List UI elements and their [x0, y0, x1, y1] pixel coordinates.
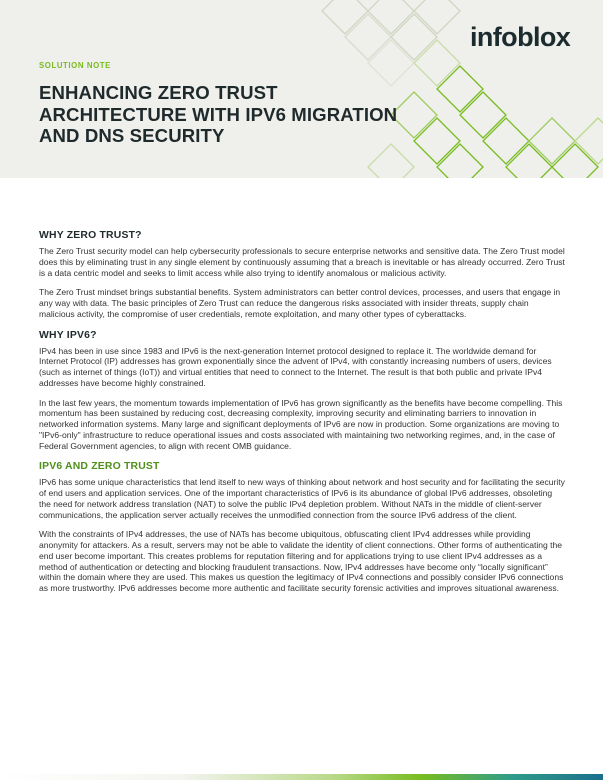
paragraph: The Zero Trust security model can help cybersecurity professionals to secure enterprise networks and sensitive data. The Zero Trust model does this by eliminating trust in any single element by continuously assuming that a breach is inevitable or has already occurred. Zero Trust is a data centric model and seeks to limit access while also trying to identify anomalous or malicious activity. — [39, 246, 565, 278]
paragraph: IPv6 has some unique characteristics that lend itself to new ways of thinking about network and host security and for facilitating the security of end users and application services. One of the important characteristics of IPv6 is its abundance of global IPv6 addresses, obsoleting the need for network address translation (NAT) to solve the public IPv4 depletion problem. Without NATs in the middle of client-server communications, the application server actually receives the unmodified connection from the source IPv6 address of the client. — [39, 477, 565, 520]
section-heading: WHY IPV6? — [39, 329, 97, 341]
paragraph: In the last few years, the momentum towards implementation of IPv6 has grown significantly as the benefits have become compelling. This momentum has been sustained by reducing cost, decreasing complexity, improving security and eliminating barriers to innovation in networked information systems. Many large and significant deployments of IPv6 are now in production. Some organizations are moving to "IPv6-only" infrastructure to reduce operational issues and costs associated with maintaining two networking regimes, and, in the case of Federal Government agencies, to align with recent OMB guidance. — [39, 397, 563, 451]
header-banner — [0, 0, 603, 178]
footer-gradient-bar — [0, 774, 603, 780]
section-heading: WHY ZERO TRUST? — [39, 230, 142, 241]
paragraph: With the constraints of IPv4 addresses, the use of NATs has become ubiquitous, obfuscating client IPv4 addresses while providing anonymity for attackers. As a result, servers may not be able to validate the identity of client connections. Other forms of authenticating the end user become important. This creates problems for reputation filtering and for applications trying to use client IPv4 addresses as a method of authentication or detecting and blocking fraudulent transactions. Now, IPv4 addresses have become only “locally significant” within the domain where they are used. This makes us question the legitimacy of IPv4 connections and possibly consider IPv6 connections as more trustworthy. IPv6 addresses become more authentic and facilitate security forensic activities and improves situational awareness. — [39, 529, 564, 593]
paragraph: The Zero Trust mindset brings substantial benefits. System administrators can better control devices, processes, and users that engage in any way with data. The basic principles of Zero Trust can reduce the dangerous risks associated with insider threats, supply chain malicious activity, the compromise of user credentials, remote exploitation, and many other types of cyberattacks. — [39, 287, 561, 319]
section-ipv6-and-zero-trust — [39, 461, 566, 594]
paragraph: IPv4 has been in use since 1983 and IPv6 is the next-generation Internet protocol designed to replace it. The worldwide demand for Internet Protocol (IP) addresses has grown exponentially since the advent of IPv4, with constantly increasing numbers of users, devices (such as internet of things (IoT)) and virtual entities that need to connect to the Internet. The result is that both public and private IPv4 addresses have become highly constrained. — [39, 345, 552, 388]
page-title: ENHANCING ZERO TRUST ARCHITECTURE WITH IPV6 MIGRATION AND DNS SECURITY — [39, 82, 398, 146]
section-why-ipv6 — [39, 330, 566, 452]
infoblox-logo: infoblox — [470, 22, 571, 52]
document-body — [39, 230, 566, 604]
document-type-label: SOLUTION NOTE — [39, 61, 111, 70]
section-why-zero-trust — [39, 230, 566, 320]
section-heading: IPV6 AND ZERO TRUST — [39, 461, 160, 473]
